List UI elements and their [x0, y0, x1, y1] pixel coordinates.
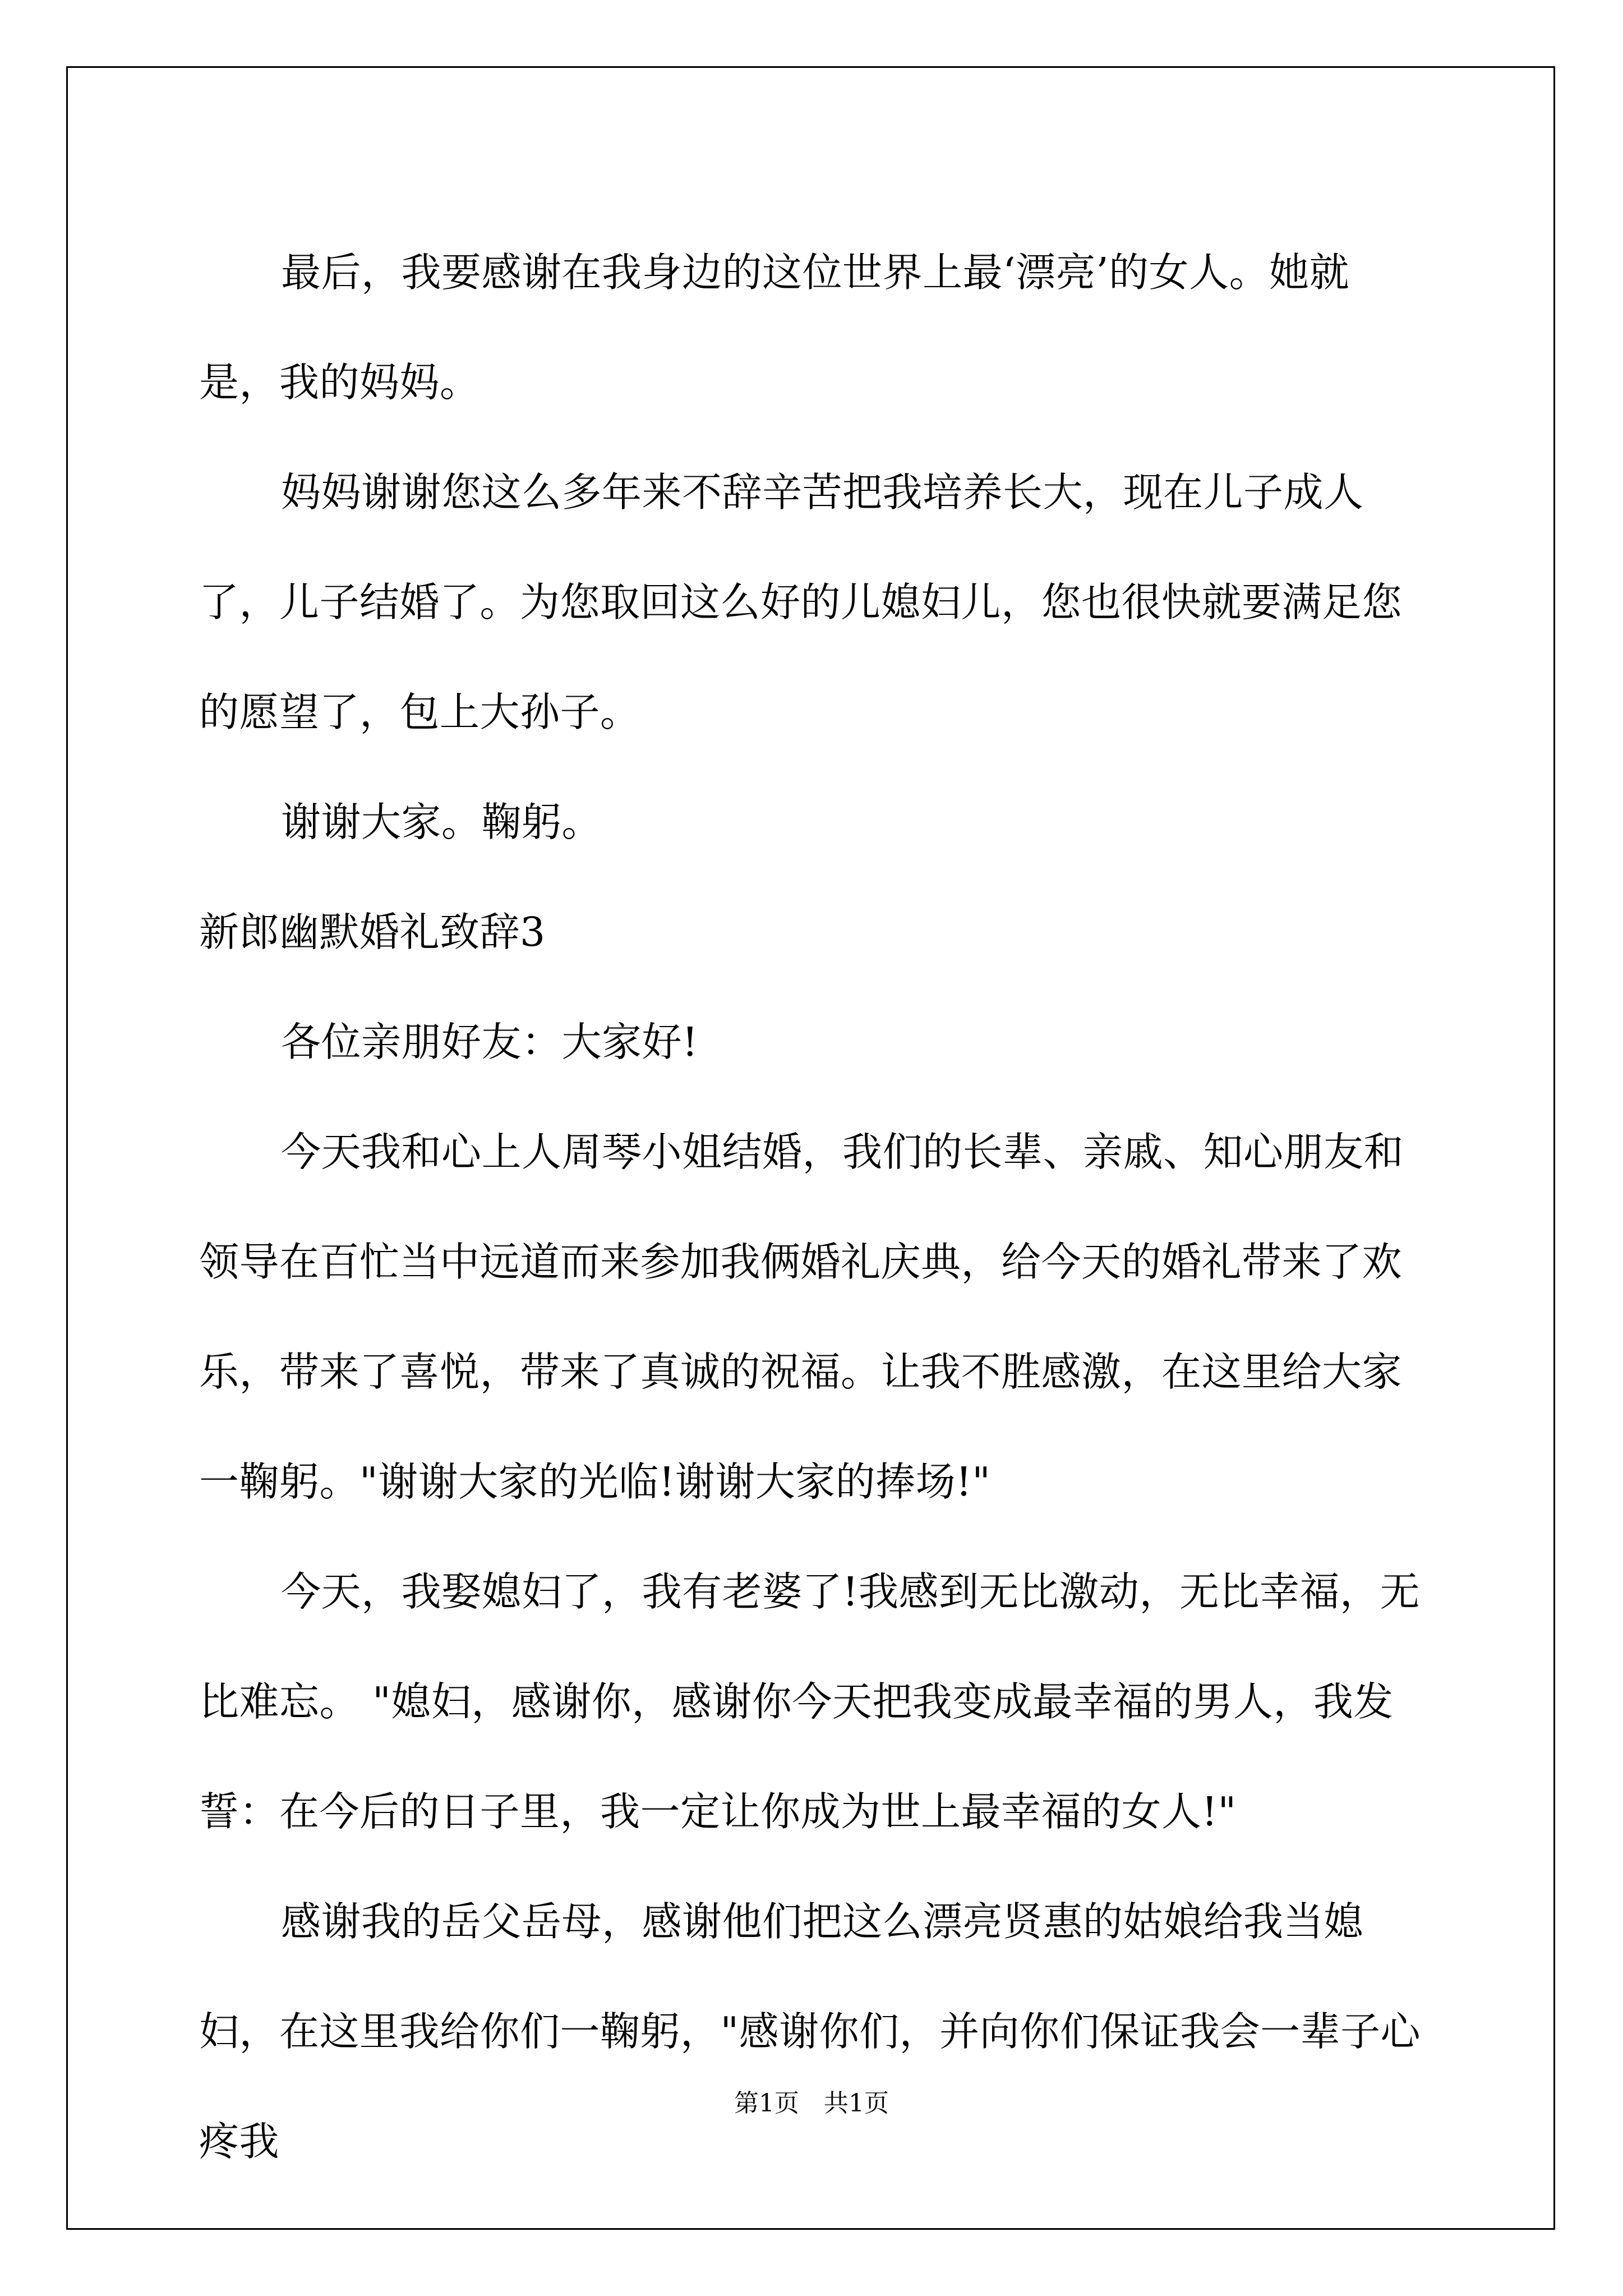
page-total: 共1页 — [824, 2089, 889, 2118]
page-number: 第1页 — [734, 2089, 799, 2118]
page-footer — [0, 2087, 1623, 2120]
paragraph: 今天我和心上人周琴小姐结婚，我们的长辈、亲戚、知心朋友和领导在百忙当中远道而来参加我俩婚礼庆典，给今天的婚礼带来了欢乐，带来了喜悦，带来了真诚的祝福。让我不胜感激，在这里给大家一鞠躬。"谢谢大家的光临!谢谢大家的捧场!" — [199, 1129, 1404, 1505]
paragraph: 感谢我的岳父岳母，感谢他们把这么漂亮贤惠的姑娘给我当媳妇，在这里我给你们一鞠躬，"感谢你们，并向你们保证我会一辈子心疼我 — [199, 1898, 1421, 2165]
document-body — [199, 218, 1427, 2197]
section-heading: 新郎幽默婚礼致辞3 — [199, 909, 546, 955]
paragraph: 妈妈谢谢您这么多年来不辞辛苦把我培养长大，现在儿子成人了，儿子结婚了。为您取回这么好的儿媳妇儿，您也很快就要满足您的愿望了，包上大孙子。 — [199, 469, 1403, 735]
paragraph: 最后，我要感谢在我身边的这位世界上最‘漂亮’的女人。她就是，我的妈妈。 — [199, 249, 1350, 406]
paragraph: 谢谢大家。鞠躬。 — [281, 799, 602, 845]
paragraph: 各位亲朋好友：大家好! — [281, 1019, 699, 1065]
paragraph: 今天，我娶媳妇了，我有老婆了!我感到无比激动，无比幸福，无比难忘。 "媳妇，感谢你，感谢你今天把我变成最幸福的男人，我发誓：在今后的日子里，我一定让你成为世上最幸福的女人!" — [199, 1568, 1421, 1835]
